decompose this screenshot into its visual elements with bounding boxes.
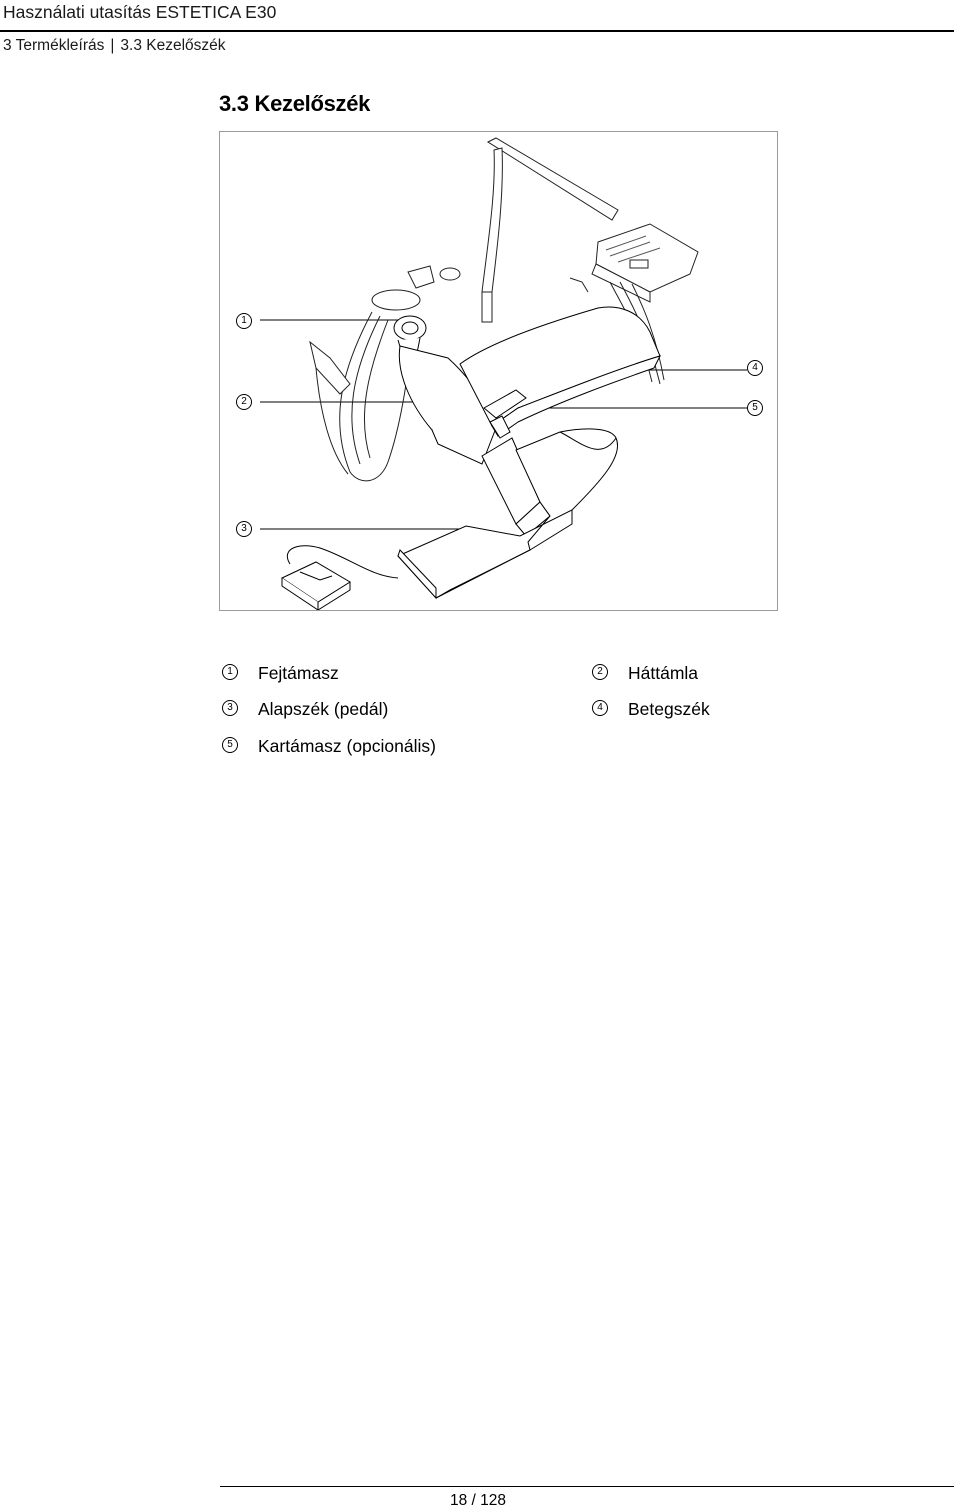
legend-item [592, 699, 710, 720]
legend-item [592, 663, 698, 684]
callout-1: 1 [236, 313, 252, 329]
legend-label: Alapszék (pedál) [258, 699, 389, 719]
legend-number: 5 [222, 737, 238, 753]
breadcrumb-separator: | [110, 37, 115, 54]
light-arm [482, 138, 618, 322]
legend-item [222, 736, 436, 757]
legend-label: Betegszék [628, 699, 710, 719]
callout-4: 4 [747, 360, 763, 376]
legend-number: 4 [592, 700, 608, 716]
foot-control [282, 546, 398, 610]
dental-chair-figure [219, 131, 778, 611]
legend-number: 3 [222, 700, 238, 716]
breadcrumb-subsection: 3.3 Kezelőszék [120, 37, 226, 54]
legend-label: Kartámasz (opcionális) [258, 736, 436, 756]
legend-number: 1 [222, 664, 238, 680]
legend-item [222, 699, 388, 720]
legend-label: Fejtámasz [258, 663, 339, 683]
footer-rule [220, 1486, 954, 1487]
legend-label: Háttámla [628, 663, 699, 683]
legend-number: 2 [592, 664, 608, 680]
dental-chair-illustration [220, 132, 777, 610]
seat [460, 307, 660, 436]
legend-item [222, 663, 339, 684]
breadcrumb [3, 37, 226, 55]
callout-2: 2 [236, 394, 252, 410]
header-rule [0, 30, 954, 32]
breadcrumb-section: 3 Termékleírás [3, 37, 105, 54]
callout-5: 5 [747, 400, 763, 416]
section-title: 3.3 Kezelőszék [219, 91, 371, 116]
page-number: 18 / 128 [450, 1492, 507, 1509]
callout-3: 3 [236, 521, 252, 537]
document-title: Használati utasítás ESTETICA E30 [3, 2, 277, 22]
